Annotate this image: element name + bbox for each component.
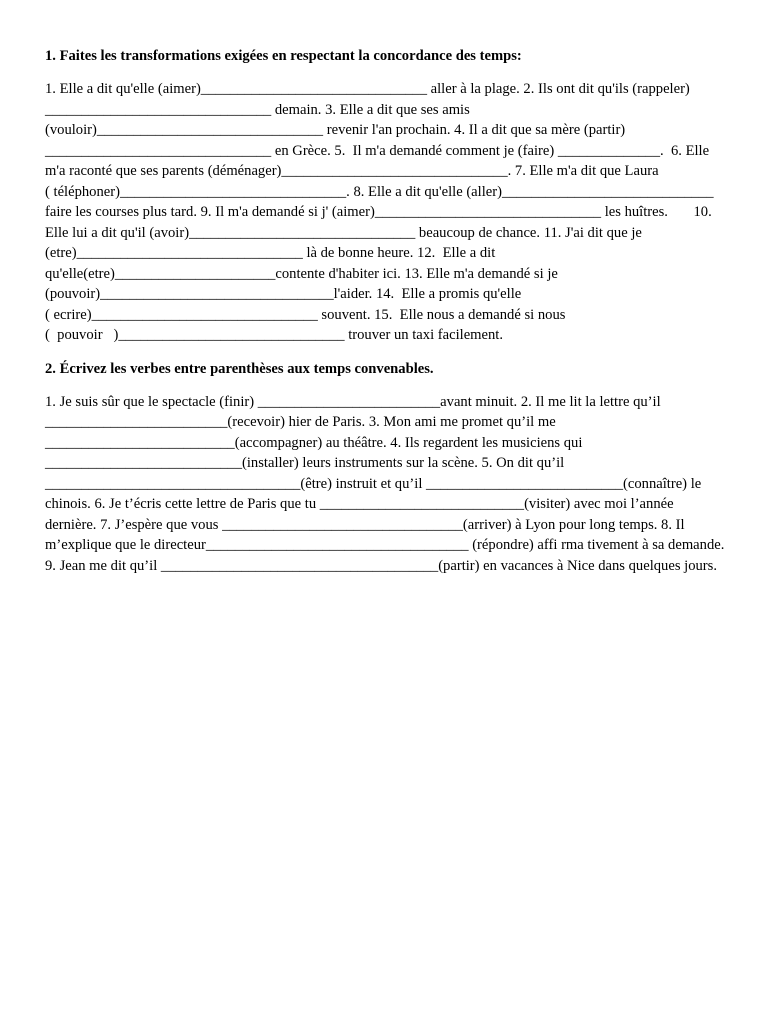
exercise-1-line: ( pouvoir )_______________________________ trouver un taxi facilement. xyxy=(45,327,504,343)
exercise-2-line: __________________________(accompagner) au théâtre. 4. Ils regardent les musiciens qui xyxy=(45,435,583,451)
exercise-1-line: (pouvoir)________________________________l'aider. 14. Elle a promis qu'elle xyxy=(45,286,522,302)
exercise-1-line: (vouloir)_______________________________ revenir l'an prochain. 4. Il a dit que sa mère (partir) xyxy=(45,122,626,138)
exercise-1-heading: 1. Faites les transformations exigées en respectant la concordance des temps: xyxy=(45,48,522,64)
exercise-1-line: qu'elle(etre)______________________contente d'habiter ici. 13. Elle m'a demandé si je xyxy=(45,266,558,282)
exercise-2-line: 9. Jean me dit qu’il ______________________________________(partir) en vacances à Nice dans quelques jours. xyxy=(45,558,717,574)
exercise-2-line: m’explique que le directeur____________________________________ (répondre) affi rma tivement à sa demande. xyxy=(45,537,725,553)
exercise-1-line: ( téléphoner)_______________________________. 8. Elle a dit qu'elle (aller)_____________________________ xyxy=(45,184,714,200)
exercise-1-line: 1. Elle a dit qu'elle (aimer)_______________________________ aller à la plage. 2. Ils ont dit qu'ils (rappeler) xyxy=(45,81,690,97)
exercise-2-line: _________________________(recevoir) hier de Paris. 3. Mon ami me promet qu’il me xyxy=(45,414,556,430)
exercise-2-line: dernière. 7. J’espère que vous _________________________________(arriver) à Lyon pour long temps. 8. Il xyxy=(45,517,685,533)
exercise-2-line: ___________________________(installer) leurs instruments sur la scène. 5. On dit qu’il xyxy=(45,455,565,471)
exercise-1-line: _______________________________ en Grèce. 5. Il m'a demandé comment je (faire) ______________. 6. Elle xyxy=(45,143,710,159)
exercise-2-line: ___________________________________(être) instruit et qu’il ___________________________(connaître) le xyxy=(45,476,702,492)
exercise-2-line: chinois. 6. Je t’écris cette lettre de Paris que tu ____________________________(visiter) avec moi l’année xyxy=(45,496,674,512)
exercise-1-line: Elle lui a dit qu'il (avoir)_______________________________ beaucoup de chance. 11. J'ai dit que je xyxy=(45,225,642,241)
exercise-2-line: 1. Je suis sûr que le spectacle (finir) _________________________avant minuit. 2. Il me lit la lettre qu’il xyxy=(45,394,661,410)
exercise-1-line: (etre)_______________________________ là de bonne heure. 12. Elle a dit xyxy=(45,245,496,261)
exercise-1-line: m'a raconté que ses parents (déménager)_______________________________. 7. Elle m'a dit que Laura xyxy=(45,163,659,179)
exercise-1-line: _______________________________ demain. 3. Elle a dit que ses amis xyxy=(45,102,470,118)
exercise-1-line: ( ecrire)_______________________________ souvent. 15. Elle nous a demandé si nous xyxy=(45,307,566,323)
exercise-1-line: faire les courses plus tard. 9. Il m'a demandé si j' (aimer)_______________________________ les huîtres. 10. xyxy=(45,204,712,220)
exercise-2-heading: 2. Écrivez les verbes entre parenthèses aux temps convenables. xyxy=(45,361,434,377)
